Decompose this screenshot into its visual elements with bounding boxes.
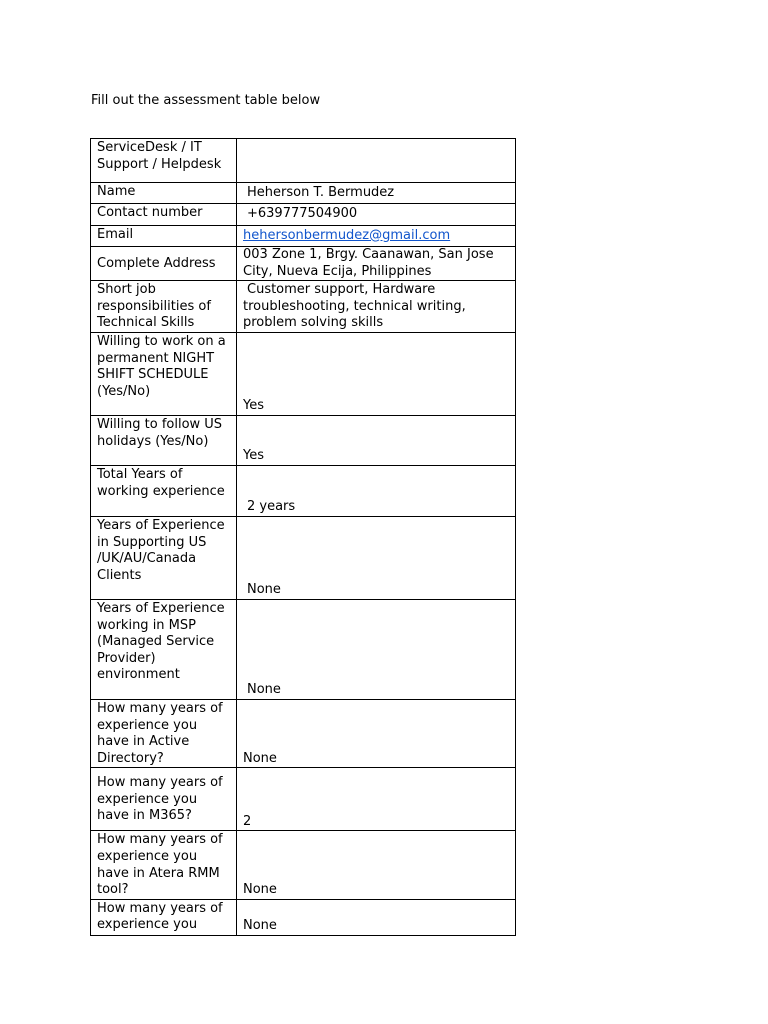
answer-cell[interactable] [237,139,516,183]
table-row [91,247,516,281]
question-cell: Name [91,183,237,204]
question-cell: Willing to follow US holidays (Yes/No) [91,415,237,465]
question-cell: How many years of experience you have in M365? [91,768,237,831]
table-row [91,183,516,204]
skills-value: Customer support, Hardware troubleshooting, technical writing, problem solving skills [243,282,466,331]
question-cell: Total Years of working experience [91,465,237,516]
table-row [91,139,516,183]
table-row [91,415,516,465]
table-row [91,768,516,831]
assessment-table [90,138,516,936]
answer-cell[interactable] [237,204,516,226]
question-cell: How many years of experience you [91,899,237,935]
table-row [91,899,516,935]
table-row [91,699,516,767]
answer-cell[interactable]: None [237,899,516,935]
instruction-text: Fill out the assessment table below [91,93,321,108]
answer-cell[interactable] [237,226,516,247]
answer-cell[interactable] [237,183,516,204]
table-row [91,831,516,899]
table-row [91,226,516,247]
contact-value: +639777504900 [247,206,358,222]
answer-cell[interactable] [237,516,516,599]
name-value: Heherson T. Bermudez [247,184,395,200]
question-cell: Contact number [91,204,237,226]
answer-cell[interactable]: 2 [237,768,516,831]
answer-cell[interactable]: None [237,831,516,899]
answer-cell[interactable]: Yes [237,332,516,415]
answer-cell[interactable]: None [237,699,516,767]
experience-value: 2 years [247,499,296,515]
answer-cell[interactable] [237,281,516,333]
answer-cell[interactable]: 003 Zone 1, Brgy. Caanawan, San Jose City, Nueva Ecija, Philippines [237,247,516,281]
table-row [91,281,516,333]
question-cell: Years of Experience working in MSP (Managed Service Provider) environment [91,599,237,699]
email-link[interactable]: hehersonbermudez@gmail.com [243,227,451,243]
msp-value: None [247,682,281,698]
answer-cell[interactable] [237,465,516,516]
us-clients-value: None [247,582,281,598]
question-cell: Complete Address [91,247,237,281]
table-row [91,599,516,699]
question-cell: Years of Experience in Supporting US /UK/AU/Canada Clients [91,516,237,599]
table-row [91,332,516,415]
table-row [91,465,516,516]
table-row [91,204,516,226]
question-cell: Willing to work on a permanent NIGHT SHIFT SCHEDULE (Yes/No) [91,332,237,415]
question-cell: Short job responsibilities of Technical Skills [91,281,237,333]
question-cell: ServiceDesk / IT Support / Helpdesk [91,139,237,183]
question-cell: How many years of experience you have in Active Directory? [91,699,237,767]
answer-cell[interactable]: Yes [237,415,516,465]
table-row [91,516,516,599]
question-cell: How many years of experience you have in Atera RMM tool? [91,831,237,899]
answer-cell[interactable] [237,599,516,699]
question-cell: Email [91,226,237,247]
